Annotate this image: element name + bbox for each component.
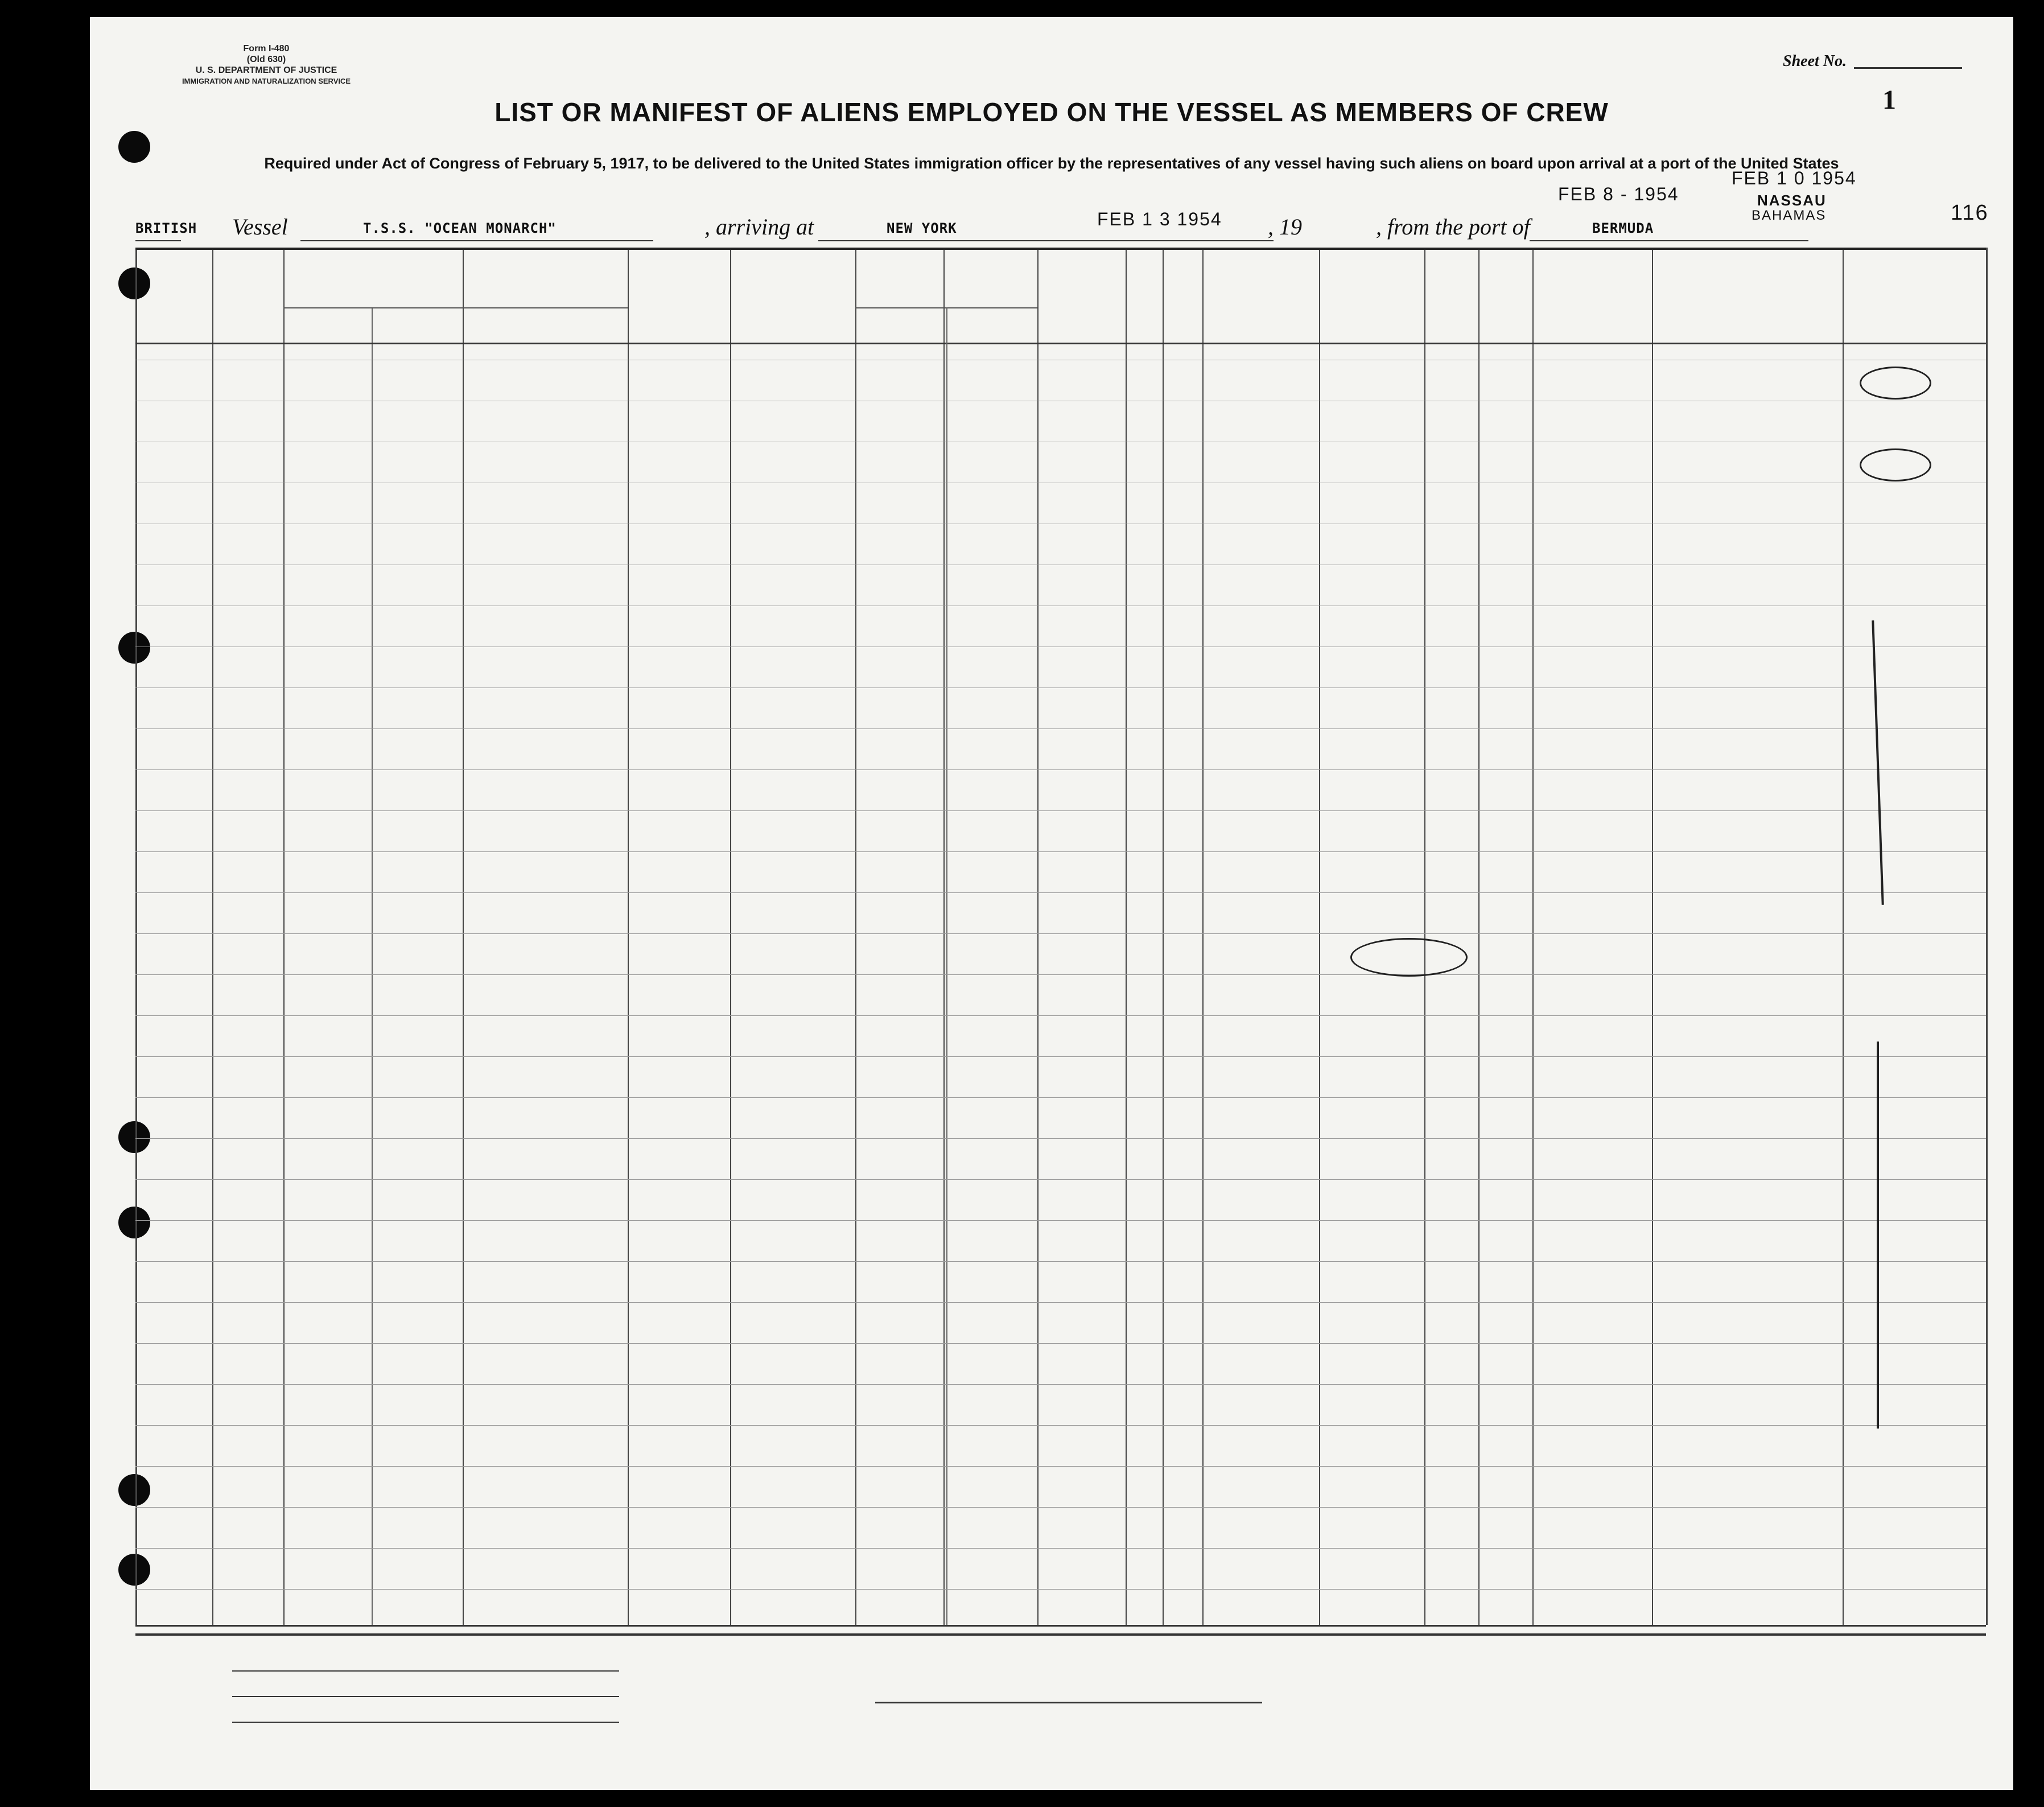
manifest-document bbox=[90, 17, 2013, 1790]
row-rule bbox=[135, 1507, 1986, 1508]
second-departure-country: BAHAMAS bbox=[1752, 208, 1827, 223]
row-rule bbox=[135, 1384, 1986, 1385]
punch-hole bbox=[118, 1554, 150, 1586]
column-rule bbox=[1037, 248, 1039, 1625]
vessel-label: Vessel bbox=[232, 214, 288, 240]
departure-port: BERMUDA bbox=[1592, 220, 1654, 236]
form-service: IMMIGRATION AND NATURALIZATION SERVICE bbox=[182, 77, 351, 85]
vessel-underline bbox=[1046, 240, 1274, 241]
row-rule bbox=[135, 1589, 1986, 1590]
signature-line bbox=[875, 1702, 1262, 1703]
row-rule bbox=[135, 933, 1986, 934]
form-identifier bbox=[175, 43, 357, 87]
row-rule bbox=[135, 1179, 1986, 1180]
footer-underline bbox=[232, 1696, 619, 1697]
row-rule bbox=[135, 810, 1986, 811]
arrival-date-stamp: FEB 1 3 1954 bbox=[1097, 209, 1222, 229]
row-rule bbox=[135, 1015, 1986, 1016]
arrival-port: NEW YORK bbox=[887, 220, 957, 236]
vessel-name: T.S.S. "OCEAN MONARCH" bbox=[363, 220, 557, 236]
column-rule bbox=[1202, 248, 1204, 1625]
arriving-label: , arriving at bbox=[704, 214, 814, 240]
document-title: LIST OR MANIFEST OF ALIENS EMPLOYED ON THE VESSEL AS MEMBERS OF CREW bbox=[494, 97, 1609, 127]
row-rule bbox=[135, 1056, 1986, 1057]
footer-underline bbox=[232, 1670, 619, 1672]
row-rule bbox=[135, 1343, 1986, 1344]
column-rule bbox=[1319, 248, 1320, 1625]
column-rule bbox=[1163, 248, 1164, 1625]
column-rule bbox=[1126, 248, 1127, 1625]
row-rule bbox=[135, 892, 1986, 893]
column-rule bbox=[855, 248, 856, 1625]
action-bracket-line bbox=[1877, 1042, 1879, 1429]
punch-hole bbox=[118, 267, 150, 299]
vessel-nationality: BRITISH bbox=[135, 220, 197, 236]
circle-mark bbox=[1350, 938, 1468, 977]
second-departure-port: NASSAU bbox=[1757, 192, 1827, 209]
footer-underline bbox=[232, 1722, 619, 1723]
column-rule bbox=[943, 248, 945, 1625]
column-rule bbox=[463, 248, 464, 1625]
vessel-underline bbox=[135, 240, 181, 241]
column-rule bbox=[1843, 248, 1844, 1625]
punch-hole bbox=[118, 131, 150, 163]
row-rule bbox=[135, 1097, 1986, 1098]
page-number: 116 bbox=[1951, 201, 1989, 225]
action-bracket-line bbox=[1872, 620, 1884, 905]
sheet-number-label: Sheet No. bbox=[1783, 52, 1847, 70]
form-department: U. S. DEPARTMENT OF JUSTICE bbox=[195, 65, 337, 75]
row-rule bbox=[135, 1425, 1986, 1426]
circle-mark bbox=[1860, 448, 1931, 481]
column-rule bbox=[946, 307, 947, 1625]
row-rule bbox=[135, 1261, 1986, 1262]
row-rule bbox=[135, 1548, 1986, 1549]
punch-hole bbox=[118, 1474, 150, 1506]
name-subheader-rule bbox=[283, 307, 628, 308]
column-rule bbox=[372, 307, 373, 1625]
table-bottom-rule bbox=[135, 1625, 1986, 1627]
row-rule bbox=[135, 1466, 1986, 1467]
vessel-underline bbox=[300, 240, 653, 241]
column-rule bbox=[283, 248, 285, 1625]
second-departure-stamp: FEB 1 0 1954 bbox=[1732, 168, 1857, 188]
column-rule bbox=[1532, 248, 1534, 1625]
row-rule bbox=[135, 1302, 1986, 1303]
column-rule bbox=[212, 248, 213, 1625]
column-rule bbox=[1652, 248, 1653, 1625]
sheet-number-value: 1 bbox=[1882, 85, 1896, 115]
row-rule bbox=[135, 1220, 1986, 1221]
column-rule bbox=[730, 248, 731, 1625]
punch-hole bbox=[118, 1121, 150, 1153]
from-port-label: , from the port of bbox=[1376, 214, 1530, 240]
row-rule bbox=[135, 1138, 1986, 1139]
punch-hole bbox=[118, 632, 150, 664]
column-rule bbox=[628, 248, 629, 1625]
header-bottom-rule bbox=[135, 343, 1986, 344]
column-rule bbox=[1424, 248, 1425, 1625]
row-rule bbox=[135, 974, 1986, 975]
sheet-number-line bbox=[1854, 67, 1962, 69]
punch-hole bbox=[118, 1207, 150, 1238]
document-subtitle: Required under Act of Congress of February 5, 1917, to be delivered to the United States immigration officer by the representatives of any vessel having such aliens on board upon arrival at a port of the United States bbox=[264, 155, 1839, 172]
column-rule bbox=[1478, 248, 1480, 1625]
year-label: , 19 bbox=[1268, 214, 1302, 240]
row-rule bbox=[135, 851, 1986, 852]
form-number: Form I-480 bbox=[243, 44, 290, 53]
footer-top-rule bbox=[135, 1633, 1986, 1636]
row-rule bbox=[135, 728, 1986, 729]
vessel-underline bbox=[818, 240, 1046, 241]
departure-date-stamp: FEB 8 - 1954 bbox=[1558, 184, 1679, 204]
header-top-rule bbox=[135, 248, 1986, 250]
column-rule bbox=[135, 248, 137, 1625]
vessel-underline bbox=[1530, 240, 1808, 241]
column-rule bbox=[1986, 248, 1988, 1625]
circle-mark bbox=[1860, 367, 1931, 400]
row-rule bbox=[135, 769, 1986, 770]
form-old-number: (Old 630) bbox=[246, 55, 286, 64]
vessel-line bbox=[135, 168, 1989, 240]
